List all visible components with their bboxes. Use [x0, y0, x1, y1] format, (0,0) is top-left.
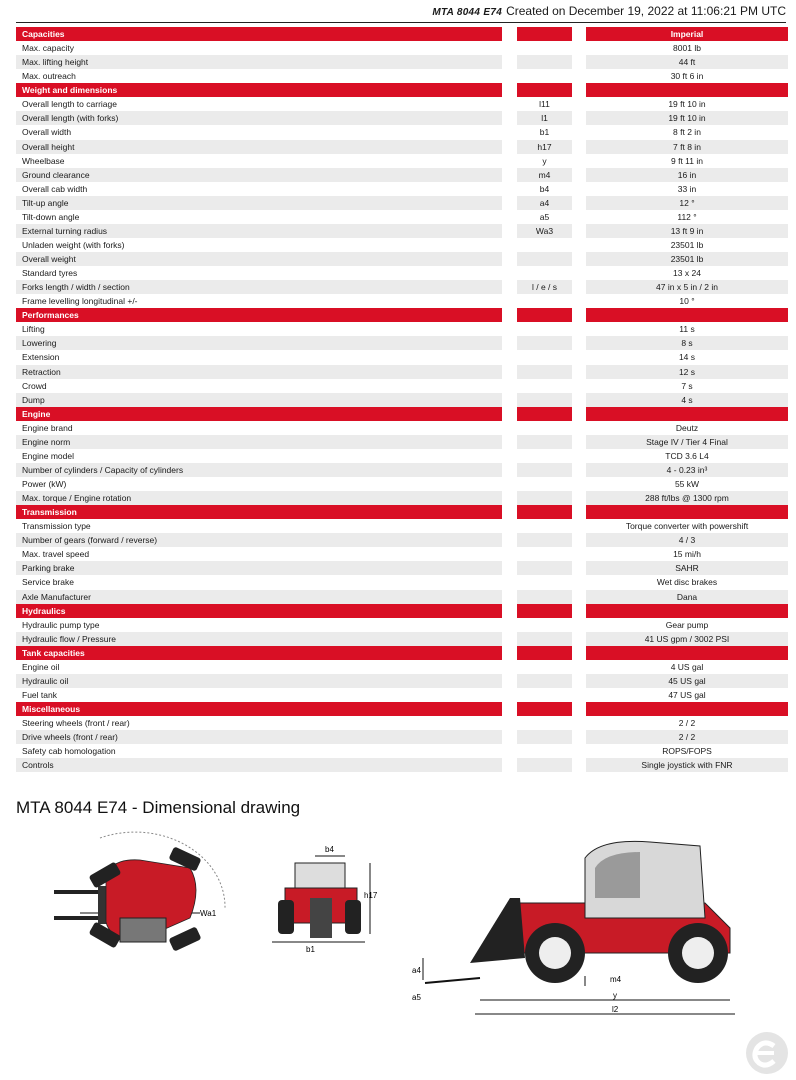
spec-code [517, 308, 572, 322]
label-m4: m4 [610, 975, 622, 984]
spec-row [16, 477, 788, 491]
spec-code: l / e / s [517, 280, 572, 294]
spec-label: Max. outreach [22, 71, 76, 82]
spec-label: Axle Manufacturer [16, 590, 502, 604]
spec-value: 19 ft 10 in [668, 99, 706, 110]
spec-label: Overall length to carriage [22, 99, 117, 110]
spec-label: Hydraulic flow / Pressure [16, 632, 502, 646]
spec-code [517, 55, 572, 69]
spec-code [517, 463, 572, 477]
spec-row [16, 435, 788, 449]
spec-value: 11 s [679, 324, 695, 335]
label-y: y [613, 991, 617, 1000]
spec-value: 47 in x 5 in / 2 in [586, 280, 788, 294]
spec-code: h17 [517, 140, 572, 154]
spec-value: 15 mi/h [673, 549, 701, 560]
spec-label: Weight and dimensions [16, 83, 502, 97]
spec-label: Overall height [16, 140, 502, 154]
label-a5: a5 [412, 993, 421, 1002]
spec-value: 112 ° [677, 211, 697, 222]
spec-code: b1 [539, 127, 550, 138]
spec-label: Max. travel speed [22, 549, 90, 560]
spec-label: Miscellaneous [16, 702, 502, 716]
spec-value [586, 646, 788, 660]
spec-row [16, 365, 788, 379]
spec-code [517, 41, 572, 55]
spec-row [16, 744, 788, 758]
spec-row [16, 632, 788, 646]
spec-row [16, 533, 788, 547]
spec-value: 8001 lb [673, 43, 701, 54]
spec-code [517, 83, 572, 97]
spec-value: 19 ft 10 in [586, 111, 788, 125]
spec-row [16, 55, 788, 69]
spec-code [517, 322, 572, 336]
spec-code [517, 294, 572, 308]
spec-label: Overall cab width [22, 183, 88, 194]
spec-code [517, 604, 572, 618]
spec-code [517, 730, 572, 744]
spec-row [16, 168, 788, 182]
spec-code [517, 266, 572, 280]
spec-row [16, 463, 788, 477]
label-b1: b1 [306, 945, 315, 954]
spec-value: Imperial [586, 27, 788, 41]
spec-value [586, 505, 788, 519]
spec-label: Unladen weight (with forks) [22, 239, 125, 250]
spec-code [517, 561, 572, 575]
section-header [16, 702, 788, 716]
spec-row [16, 350, 788, 364]
page-header [16, 0, 786, 23]
spec-value: Wet disc brakes [656, 577, 718, 588]
spec-label: Engine model [22, 450, 74, 461]
spec-code: l11 [539, 99, 550, 110]
spec-label: Fuel tank [22, 689, 57, 700]
spec-value: 4 US gal [670, 661, 704, 672]
spec-label: Parking brake [16, 561, 502, 575]
spec-label: Hydraulics [16, 604, 502, 618]
spec-code [517, 547, 572, 561]
spec-row [16, 688, 788, 702]
section-header [16, 407, 788, 421]
spec-value [586, 604, 788, 618]
spec-value: Deutz [675, 422, 699, 433]
spec-code [517, 69, 572, 83]
spec-label: Safety cab homologation [22, 746, 116, 757]
spec-row [16, 196, 788, 210]
spec-code: a4 [517, 196, 572, 210]
spec-row [16, 294, 788, 308]
header-model: MTA 8044 E74 [432, 7, 503, 18]
spec-label: Transmission type [22, 521, 91, 532]
spec-row [16, 758, 788, 772]
spec-table [16, 27, 788, 772]
spec-code [517, 590, 572, 604]
spec-code [517, 238, 572, 252]
spec-value: 2 / 2 [678, 718, 696, 729]
spec-value: 8 s [586, 336, 788, 350]
label-a4: a4 [412, 966, 421, 975]
label-wa: Wa1 [200, 909, 217, 918]
spec-code [517, 252, 572, 266]
spec-row [16, 336, 788, 350]
spec-code [517, 393, 572, 407]
spec-code [517, 421, 572, 435]
spec-code [517, 27, 572, 41]
spec-value: Stage IV / Tier 4 Final [586, 435, 788, 449]
spec-label: Steering wheels (front / rear) [22, 718, 130, 729]
spec-label: Hydraulic oil [16, 674, 502, 688]
spec-value: Torque converter with powershift [625, 521, 749, 532]
spec-code [517, 435, 572, 449]
spec-code: y [542, 155, 547, 166]
spec-label: Overall width [22, 127, 72, 138]
spec-row [16, 322, 788, 336]
spec-value: 23501 lb [670, 239, 704, 250]
spec-code [517, 674, 572, 688]
spec-code [517, 365, 572, 379]
spec-label: Standard tyres [22, 268, 78, 279]
spec-label: Power (kW) [22, 479, 67, 489]
spec-value [586, 407, 788, 421]
spec-value: 4 / 3 [586, 533, 788, 547]
spec-row [16, 125, 788, 139]
section-header [16, 83, 788, 97]
spec-value: 23501 lb [586, 252, 788, 266]
spec-label: Controls [16, 758, 502, 772]
drawing-title: MTA 8044 E74 - Dimensional drawing [16, 798, 301, 817]
spec-row [16, 252, 788, 266]
spec-row [16, 660, 788, 674]
spec-code: m4 [517, 168, 572, 182]
spec-value: 44 ft [586, 55, 788, 69]
spec-label: Max. torque / Engine rotation [16, 491, 502, 505]
spec-row [16, 266, 788, 280]
spec-value: 12 ° [586, 196, 788, 210]
spec-code [517, 505, 572, 519]
spec-label: Tilt-down angle [22, 211, 80, 222]
spec-value: 4 s [586, 393, 788, 407]
spec-row [16, 154, 788, 168]
spec-label: Transmission [16, 505, 502, 519]
spec-code [517, 533, 572, 547]
spec-label: Engine oil [22, 661, 60, 672]
spec-value: 2 / 2 [586, 730, 788, 744]
spec-value: 30 ft 6 in [670, 71, 704, 82]
spec-value: 7 ft 8 in [586, 140, 788, 154]
spec-value: 13 ft 9 in [586, 224, 788, 238]
spec-value: 47 US gal [668, 689, 706, 700]
spec-row [16, 449, 788, 463]
header-created: Created on December 19, 2022 at 11:06:21 PM UTC [506, 4, 786, 18]
spec-value: 9 ft 11 in [671, 155, 703, 166]
spec-row [16, 618, 788, 632]
dimensional-drawing [40, 828, 740, 1028]
spec-label: Max. capacity [22, 43, 74, 54]
spec-code [517, 350, 572, 364]
spec-row [16, 224, 788, 238]
spec-code [517, 336, 572, 350]
spec-label: Engine brand [22, 422, 73, 433]
spec-value: ROPS/FOPS [662, 746, 712, 757]
spec-row [16, 590, 788, 604]
spec-code [517, 646, 572, 660]
spec-code: Wa3 [517, 224, 572, 238]
spec-row [16, 97, 788, 111]
spec-label: Engine [16, 407, 502, 421]
spec-row [16, 674, 788, 688]
spec-code [517, 618, 572, 632]
spec-value [586, 702, 788, 716]
spec-label: Tilt-up angle [16, 196, 502, 210]
label-l2: l2 [612, 1005, 619, 1014]
spec-row [16, 491, 788, 505]
spec-row [16, 210, 788, 224]
spec-value: 41 US gpm / 3002 PSI [586, 632, 788, 646]
spec-row [16, 379, 788, 393]
spec-label: Number of gears (forward / reverse) [16, 533, 502, 547]
spec-label: Number of cylinders / Capacity of cylinders [16, 463, 502, 477]
spec-row [16, 393, 788, 407]
spec-label: Overall length (with forks) [16, 111, 502, 125]
spec-label: Wheelbase [22, 155, 65, 166]
spec-code: a5 [539, 211, 550, 222]
spec-code [517, 449, 572, 463]
spec-label: Extension [22, 352, 60, 363]
spec-label: Tank capacities [16, 646, 502, 660]
spec-label: Lifting [22, 324, 45, 335]
spec-value: 55 kW [674, 479, 700, 489]
front-view [272, 845, 378, 954]
spec-code [517, 575, 572, 589]
spec-value [586, 308, 788, 322]
spec-label: Retraction [16, 365, 502, 379]
spec-value: TCD 3.6 L4 [665, 450, 709, 461]
spec-code [517, 744, 572, 758]
spec-code [517, 519, 572, 533]
spec-value: 4 - 0.23 in³ [586, 463, 788, 477]
spec-row [16, 547, 788, 561]
spec-value: 8 ft 2 in [673, 127, 701, 138]
spec-value: 13 x 24 [673, 268, 701, 279]
spec-label: Dump [16, 393, 502, 407]
spec-label: Frame levelling longitudinal +/- [22, 296, 138, 307]
section-header [16, 646, 788, 660]
spec-value: 45 US gal [586, 674, 788, 688]
spec-label: Forks length / width / section [16, 280, 502, 294]
spec-row [16, 140, 788, 154]
spec-label: Capacities [16, 27, 502, 41]
spec-label: Lowering [16, 336, 502, 350]
label-b4: b4 [325, 845, 334, 854]
spec-code [517, 632, 572, 646]
spec-label: Engine norm [16, 435, 502, 449]
section-header [16, 505, 788, 519]
spec-value: Single joystick with FNR [586, 758, 788, 772]
spec-value: 12 s [586, 365, 788, 379]
spec-code [517, 702, 572, 716]
spec-row [16, 280, 788, 294]
spec-value [586, 83, 788, 97]
spec-label: Overall weight [16, 252, 502, 266]
spec-row [16, 69, 788, 83]
spec-row [16, 716, 788, 730]
spec-code [517, 407, 572, 421]
spec-row [16, 111, 788, 125]
section-header [16, 604, 788, 618]
spec-label: External turning radius [16, 224, 502, 238]
spec-code [517, 660, 572, 674]
spec-value: 33 in [677, 183, 697, 194]
spec-code: b4 [539, 183, 550, 194]
spec-code [517, 716, 572, 730]
spec-label: Max. lifting height [16, 55, 502, 69]
spec-value: 16 in [586, 168, 788, 182]
spec-label: Hydraulic pump type [22, 619, 100, 630]
top-view [54, 832, 225, 952]
spec-value: Dana [586, 590, 788, 604]
spec-code [517, 379, 572, 393]
spec-label: Drive wheels (front / rear) [16, 730, 502, 744]
spec-row [16, 421, 788, 435]
spec-row [16, 182, 788, 196]
section-header [16, 308, 788, 322]
spec-row [16, 561, 788, 575]
spec-row [16, 238, 788, 252]
spec-value: 14 s [678, 352, 696, 363]
spec-code [517, 758, 572, 772]
spec-value: 7 s [681, 380, 693, 391]
spec-value: 10 ° [679, 296, 695, 307]
spec-value: 288 ft/lbs @ 1300 rpm [586, 491, 788, 505]
spec-row [16, 519, 788, 533]
spec-row [16, 41, 788, 55]
equipment-e-logo-icon [744, 1030, 790, 1076]
section-header [16, 27, 788, 41]
spec-label: Service brake [22, 577, 74, 588]
spec-code: l1 [517, 111, 572, 125]
spec-label: Crowd [22, 380, 47, 391]
spec-row [16, 730, 788, 744]
side-view [412, 841, 735, 1014]
spec-value: SAHR [586, 561, 788, 575]
label-h17: h17 [364, 891, 378, 900]
spec-code [517, 477, 572, 491]
spec-value: Gear pump [665, 619, 709, 630]
spec-row [16, 575, 788, 589]
spec-label: Performances [16, 308, 502, 322]
spec-code [517, 688, 572, 702]
spec-label: Ground clearance [16, 168, 502, 182]
spec-code [517, 491, 572, 505]
